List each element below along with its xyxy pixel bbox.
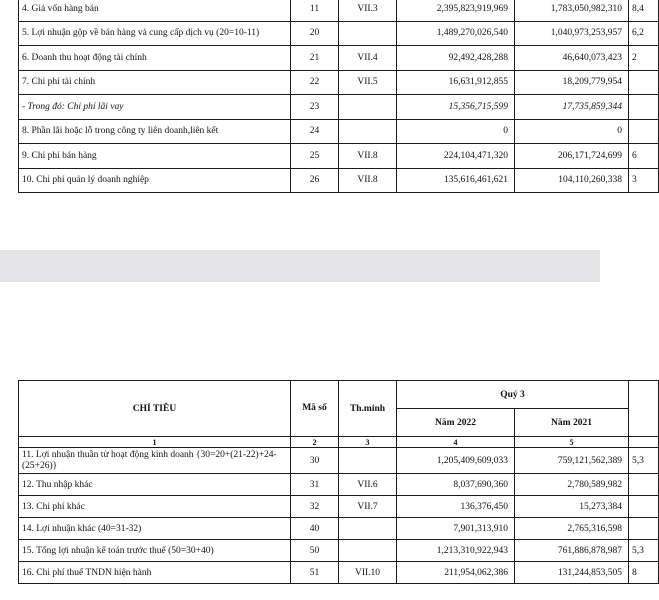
- table-row: [19, 518, 659, 540]
- table-row: [19, 474, 659, 496]
- table-row: [19, 21, 659, 46]
- row-code: 24: [291, 119, 339, 144]
- row-value-cut: 6: [629, 144, 659, 169]
- row-label: 14. Lợi nhuận khác (40=31-32): [19, 518, 291, 540]
- row-label: 15. Tổng lợi nhuận kế toán trước thuế (50=30+40): [19, 540, 291, 562]
- row-label: 16. Chi phí thuế TNDN hiện hành: [19, 562, 291, 584]
- index-cell: [629, 437, 659, 448]
- table-row: [19, 168, 659, 193]
- row-value-cut: 8,4: [629, 0, 659, 21]
- row-note: [339, 518, 397, 540]
- table-row: [19, 70, 659, 95]
- row-value-2022: 1,205,409,609,033: [397, 448, 515, 474]
- header-row: [19, 381, 659, 409]
- row-note: [339, 95, 397, 120]
- row-value-2021: 759,121,562,389: [515, 448, 629, 474]
- table-row: [19, 0, 659, 21]
- row-label: 12. Thu nhập khác: [19, 474, 291, 496]
- row-value-2021: 1,783,050,982,310: [515, 0, 629, 21]
- index-cell: 1: [19, 437, 291, 448]
- table-row: [19, 144, 659, 169]
- row-value-2021: 131,244,853,505: [515, 562, 629, 584]
- row-value-cut: 5,3: [629, 540, 659, 562]
- row-value-2021: 15,273,384: [515, 496, 629, 518]
- row-note: [339, 119, 397, 144]
- row-label: 7. Chi phí tài chính: [19, 70, 291, 95]
- header-year-2021: Năm 2021: [515, 409, 629, 437]
- row-value-cut: [629, 70, 659, 95]
- row-value-2022: 1,213,310,922,943: [397, 540, 515, 562]
- header-quarter: Quý 3: [397, 381, 629, 409]
- header-year-2022: Năm 2022: [397, 409, 515, 437]
- header-thuyet-minh: Th.minh: [339, 381, 397, 437]
- index-cell: 5: [515, 437, 629, 448]
- header-cut: [629, 381, 659, 437]
- row-note: VII.7: [339, 496, 397, 518]
- row-value-2021: 1,040,973,253,957: [515, 21, 629, 46]
- row-note: VII.8: [339, 144, 397, 169]
- index-row: [19, 437, 659, 448]
- row-label: 5. Lợi nhuận gộp về bán hàng và cung cấp dịch vụ (20=10-11): [19, 21, 291, 46]
- row-value-cut: 8: [629, 562, 659, 584]
- row-code: 21: [291, 46, 339, 71]
- row-code: 25: [291, 144, 339, 169]
- row-code: 51: [291, 562, 339, 584]
- row-code: 30: [291, 448, 339, 474]
- row-value-2022: 0: [397, 119, 515, 144]
- row-code: 11: [291, 0, 339, 21]
- row-value-2022: 2,395,823,919,969: [397, 0, 515, 21]
- index-cell: 2: [291, 437, 339, 448]
- row-value-2022: 135,616,461,621: [397, 168, 515, 193]
- row-value-cut: [629, 474, 659, 496]
- row-label: 10. Chi phí quản lý doanh nghiệp: [19, 168, 291, 193]
- row-value-cut: 5,3: [629, 448, 659, 474]
- row-value-2022: 16,631,912,855: [397, 70, 515, 95]
- row-label: 9. Chi phí bán hàng: [19, 144, 291, 169]
- row-value-2021: 18,209,779,954: [515, 70, 629, 95]
- row-value-2022: 7,901,313,910: [397, 518, 515, 540]
- row-value-cut: [629, 95, 659, 120]
- row-value-cut: [629, 119, 659, 144]
- table-row: [19, 448, 659, 474]
- row-code: 40: [291, 518, 339, 540]
- row-note: VII.10: [339, 562, 397, 584]
- row-note: [339, 448, 397, 474]
- header-chi-tieu: CHỈ TIÊU: [19, 381, 291, 437]
- row-value-2021: 761,886,878,987: [515, 540, 629, 562]
- row-label: 6. Doanh thu hoạt động tài chính: [19, 46, 291, 71]
- row-note: VII.8: [339, 168, 397, 193]
- income-statement-table-top: [18, 0, 659, 193]
- table-row: [19, 562, 659, 584]
- row-value-2022: 1,489,270,026,540: [397, 21, 515, 46]
- row-value-2021: 0: [515, 119, 629, 144]
- row-code: 26: [291, 168, 339, 193]
- row-code: 32: [291, 496, 339, 518]
- row-value-cut: 3: [629, 168, 659, 193]
- row-note: [339, 21, 397, 46]
- table-row: [19, 119, 659, 144]
- row-value-2021: 206,171,724,699: [515, 144, 629, 169]
- row-value-2021: 17,735,859,344: [515, 95, 629, 120]
- index-cell: 3: [339, 437, 397, 448]
- row-value-2022: 136,376,450: [397, 496, 515, 518]
- row-code: 20: [291, 21, 339, 46]
- row-code: 31: [291, 474, 339, 496]
- row-value-cut: [629, 518, 659, 540]
- row-value-2021: 2,765,316,598: [515, 518, 629, 540]
- row-code: 22: [291, 70, 339, 95]
- row-label: 8. Phần lãi hoặc lỗ trong công ty liên doanh,liên kết: [19, 119, 291, 144]
- page-break-gap: [0, 250, 600, 282]
- row-label: - Trong đó: Chi phí lãi vay: [19, 95, 291, 120]
- table-row: [19, 540, 659, 562]
- row-code: 50: [291, 540, 339, 562]
- row-value-2022: 8,037,690,360: [397, 474, 515, 496]
- row-value-2022: 211,954,062,386: [397, 562, 515, 584]
- row-note: VII.6: [339, 474, 397, 496]
- row-value-2021: 46,640,073,423: [515, 46, 629, 71]
- row-label: 4. Giá vốn hàng bán: [19, 0, 291, 21]
- row-value-2021: 2,780,589,982: [515, 474, 629, 496]
- row-value-cut: [629, 496, 659, 518]
- row-value-2022: 224,104,471,320: [397, 144, 515, 169]
- row-label: 13. Chi phí khác: [19, 496, 291, 518]
- header-ma-so: Mã số: [291, 381, 339, 437]
- row-note: VII.5: [339, 70, 397, 95]
- table-row: [19, 95, 659, 120]
- table-row: [19, 46, 659, 71]
- row-label: 11. Lợi nhuận thuần từ hoạt động kinh doanh {30=20+(21-22)+24-(25+26)}: [19, 448, 291, 474]
- row-note: VII.4: [339, 46, 397, 71]
- row-value-2022: 92,492,428,288: [397, 46, 515, 71]
- row-value-2022: 15,356,715,599: [397, 95, 515, 120]
- row-note: [339, 540, 397, 562]
- row-code: 23: [291, 95, 339, 120]
- table-row: [19, 496, 659, 518]
- row-value-2021: 104,110,260,338: [515, 168, 629, 193]
- row-value-cut: 6,2: [629, 21, 659, 46]
- row-value-cut: 2: [629, 46, 659, 71]
- index-cell: 4: [397, 437, 515, 448]
- row-note: VII.3: [339, 0, 397, 21]
- income-statement-table-bottom: [18, 380, 659, 584]
